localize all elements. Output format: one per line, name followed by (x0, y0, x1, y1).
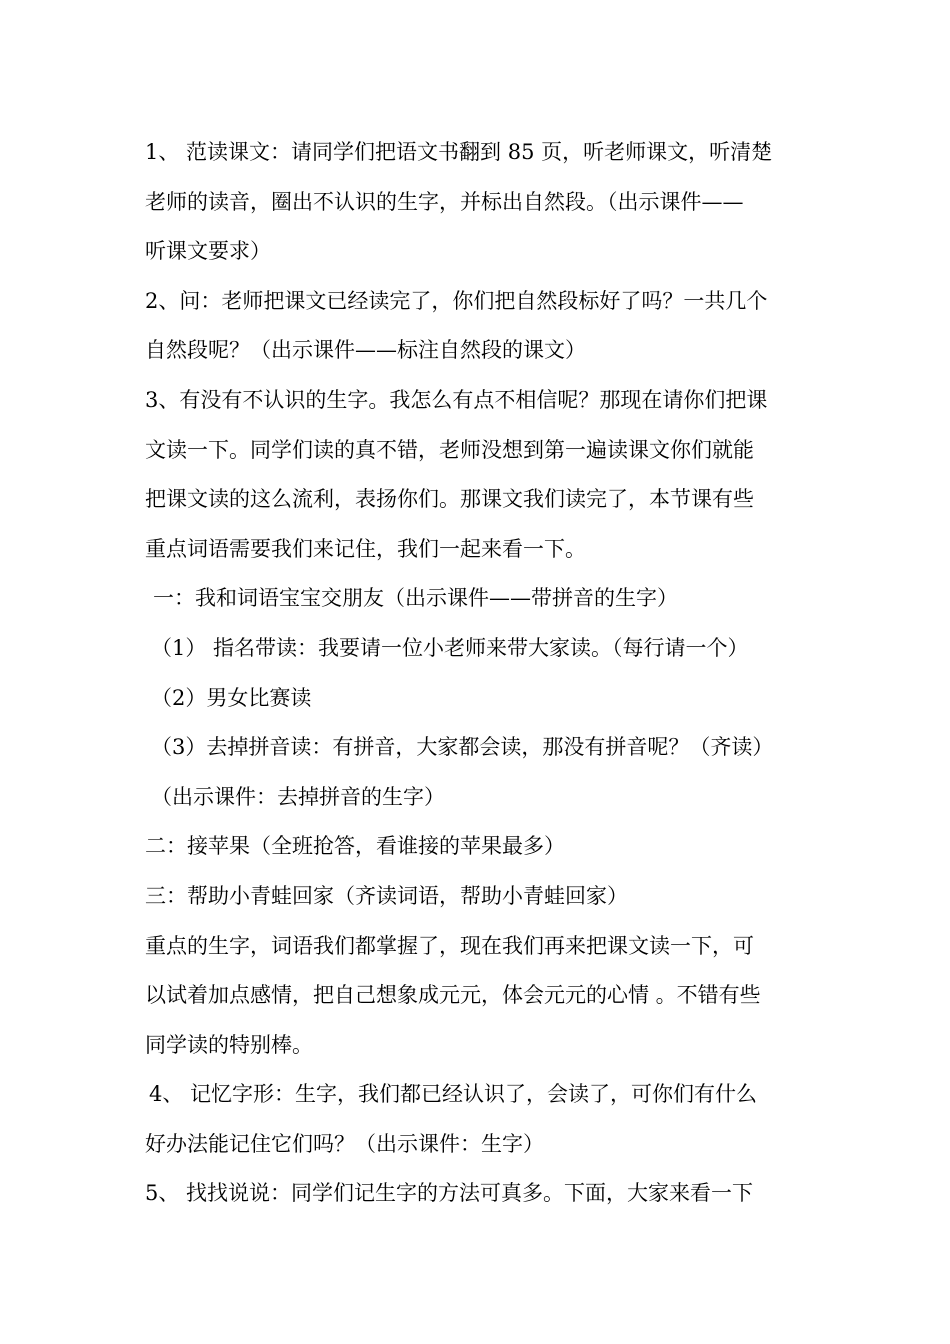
text-line-14: （出示课件：去掉拼音的生字） (151, 784, 445, 809)
text-line-9: 重点词语需要我们来记住，我们一起来看一下。 (145, 536, 586, 561)
text-line-2: 老师的读音，圈出不认识的生字，并标出自然段。（出示课件—— (145, 189, 744, 214)
text-line-16: 三：帮助小青蛙回家（齐读词语，帮助小青蛙回家） (145, 883, 628, 908)
text-line-1: 1、 范读课文：请同学们把语文书翻到 85 页，听老师课文，听清楚 (145, 140, 773, 164)
text-line-10: 一：我和词语宝宝交朋友（出示课件——带拼音的生字） (153, 586, 678, 611)
text-line-12: （2）男女比赛读 (151, 685, 312, 710)
text-line-17: 重点的生字，词语我们都掌握了，现在我们再来把课文读一下，可 (145, 933, 754, 958)
text-line-7: 文读一下。同学们读的真不错，老师没想到第一遍读课文你们就能 (145, 437, 754, 462)
text-line-8: 把课文读的这么流利，表扬你们。那课文我们读完了，本节课有些 (145, 487, 754, 512)
text-line-11: （1） 指名带读：我要请一位小老师来带大家读。（每行请一个） (151, 635, 749, 660)
text-line-15: 二：接苹果（全班抢答，看谁接的苹果最多） (145, 834, 565, 859)
text-line-21: 好办法能记住它们吗？（出示课件：生字） (145, 1131, 544, 1156)
text-line-19: 同学读的特别棒。 (145, 1032, 313, 1057)
document-page (145, 128, 807, 1219)
text-line-3: 听课文要求） (145, 239, 271, 264)
text-line-4: 2、问：老师把课文已经读完了，你们把自然段标好了吗？一共几个 (145, 288, 768, 313)
text-line-6: 3、有没有不认识的生字。我怎么有点不相信呢？那现在请你们把课 (145, 387, 768, 412)
text-line-20: 4、 记忆字形：生字，我们都已经认识了，会读了，可你们有什么 (149, 1082, 758, 1107)
text-line-22: 5、 找找说说：同学们记生字的方法可真多。下面，大家来看一下 (145, 1181, 754, 1206)
text-line-13: （3）去掉拼音读：有拼音，大家都会读，那没有拼音呢？（齐读） (151, 735, 774, 760)
text-line-5: 自然段呢？（出示课件——标注自然段的课文） (145, 338, 586, 363)
text-line-18: 以试着加点感情，把自己想象成元元，体会元元的心情 。不错有些 (145, 983, 761, 1008)
